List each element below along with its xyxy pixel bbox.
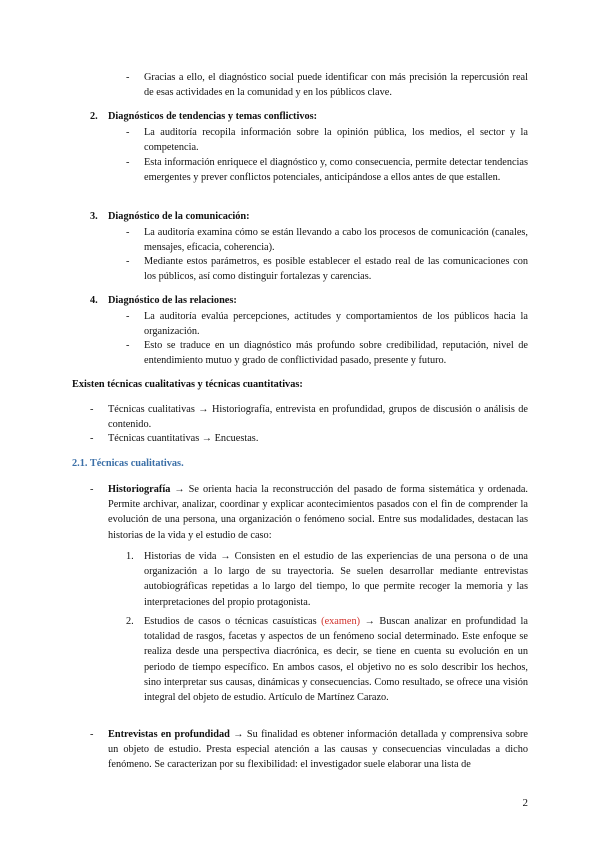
term-label: Entrevistas en profundidad (108, 729, 230, 740)
historiografia-paragraph (108, 482, 528, 543)
list-number: 3. (90, 211, 98, 222)
bullet-text: La auditoría evalúa percepciones, actitudes y comportamientos de los públicos hacia la organización. (144, 311, 528, 338)
bullet-dash: - (90, 433, 94, 444)
bullet-dash: - (90, 404, 94, 415)
bullet-dash: - (126, 157, 130, 168)
sub-number: 2. (126, 616, 134, 627)
page-number: 2 (522, 797, 528, 809)
list-heading: Diagnóstico de las relaciones: (108, 295, 237, 306)
bullet-text: Esta información enriquece el diagnóstico y, como consecuencia, permite detectar tendencias emergentes y prever conflictos potenciales, anticipándose a ellos antes de que estallen. (144, 157, 528, 184)
section-heading: 2.1. Técnicas cualitativas. (72, 458, 184, 469)
list-heading: Diagnósticos de tendencias y temas conflictivos: (108, 111, 318, 122)
bullet-dash: - (126, 311, 130, 322)
sub-number: 1. (126, 551, 134, 562)
bullet-dash: - (126, 340, 130, 351)
bullet-text: Técnicas cualitativas → Historiografía, entrevista en profundidad, grupos de discusión o análisis de contenido. (108, 404, 528, 431)
sub-item-text: Historias de vida → Consisten en el estudio de las experiencias de una persona o de una organización a lo largo de su trayectoria. Se suelen desarrollar mediante entrevistas autobiográficas repetidas a lo largo del tiempo, lo que permite recoger la memoria y las interpretaciones del propio protagonista. (144, 551, 528, 608)
sub-item-text (144, 614, 528, 705)
bullet-text: La auditoría recopila información sobre la opinión pública, los medios, el sector y la competencia. (144, 127, 528, 154)
list-number: 4. (90, 295, 98, 306)
bullet-dash: - (126, 256, 130, 267)
bullet-dash: - (126, 127, 130, 138)
bullet-text: Esto se traduce en un diagnóstico más profundo sobre credibilidad, reputación, nivel de entendimiento mutuo y grado de conflictividad pasado, presente y futuro. (144, 340, 528, 367)
bullet-dash: - (90, 484, 94, 495)
list-number: 2. (90, 111, 98, 122)
exam-tag: (examen) (321, 616, 361, 627)
term-text: → Su finalidad es obtener información detallada y comprensiva sobre un objeto de estudio. Presta especial atención a las causas y consecuencias vinculadas a dicho fenómeno. Se caracterizan por su flexibilidad: el investigador suele elaborar una lista de (108, 729, 529, 771)
term-label: Historiografía (108, 484, 171, 495)
entrevistas-paragraph (108, 727, 528, 773)
bullet-text: La auditoría examina cómo se están llevando a cabo los procesos de comunicación (canales, mensajes, eficacia, coherencia). (144, 227, 528, 254)
term-text: → Se orienta hacia la reconstrucción del pasado de forma sistemática y ordenada. Permite archivar, analizar, coordinar y explicar acontecimientos pasados con el fin de comprender la evolución de una persona, una organización o fenómeno social. Entre sus modalidades, destacan las historias de la vida y el estudio de caso: (108, 484, 528, 541)
bullet-text: Gracias a ello, el diagnóstico social puede identificar con más precisión la repercusión real de esas actividades en la comunidad y en los públicos clave. (144, 72, 528, 99)
bullet-text: Mediante estos parámetros, es posible establecer el estado real de las comunicaciones con los públicos, así como distinguir fortalezas y carencias. (144, 256, 528, 283)
bullet-dash: - (90, 729, 94, 740)
list-heading: Diagnóstico de la comunicación: (108, 211, 250, 222)
bullet-dash: - (126, 72, 130, 83)
techniques-heading: Existen técnicas cualitativas y técnicas cuantitativas: (72, 379, 303, 390)
bullet-dash: - (126, 227, 130, 238)
bullet-text: Técnicas cuantitativas → Encuestas. (108, 433, 259, 444)
sub-item-post: → Buscan analizar en profundidad la totalidad de rasgos, facetas y aspectos de un fenómeno social determinado. Este enfoque se realiza desde una perspectiva diacrónica, es decir, se tiene en cuenta su evolución en un periodo de tiempo específico. En ambos casos, el objetivo no es solo describir los hechos, sino interpretar sus causas, dinámicas y consecuencias. Como resultado, se ofrece una visión integral del objeto de estudio. Artículo de Martínez Carazo. (144, 616, 528, 704)
sub-item-pre: Estudios de casos o técnicas casuísticas (144, 616, 322, 627)
